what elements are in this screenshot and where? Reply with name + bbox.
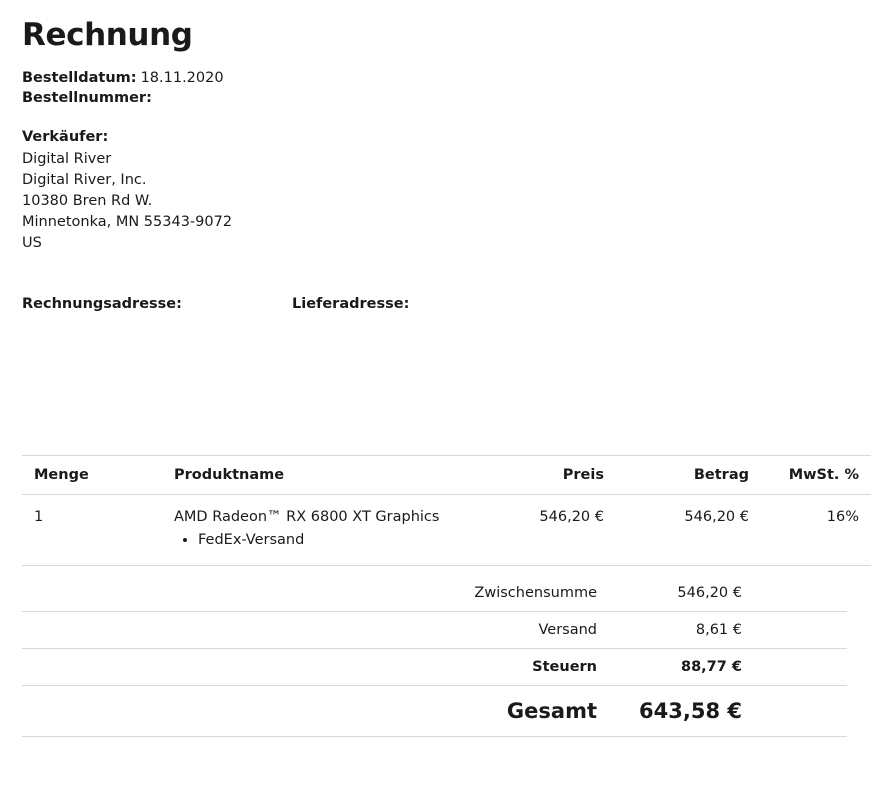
header-price: Preis <box>464 456 604 495</box>
billing-address-body <box>22 314 292 374</box>
header-product: Produktname <box>174 456 464 495</box>
seller-block <box>22 127 866 254</box>
totals-spacer <box>22 649 452 686</box>
cell-price: 546,20 € <box>464 495 604 566</box>
shipping-address-heading: Lieferadresse: <box>292 296 410 313</box>
totals-row-shipping <box>22 612 847 649</box>
billing-address-heading: Rechnungsadresse: <box>22 296 182 313</box>
addresses-section <box>22 294 866 374</box>
shipping-address-body <box>292 314 562 374</box>
line-items-body <box>22 495 871 566</box>
page-title: Rechnung <box>22 17 193 53</box>
totals-row-grand-total <box>22 686 847 737</box>
totals-body <box>22 566 847 737</box>
totals-label-tax: Steuern <box>452 649 597 686</box>
totals-value-tax: 88,77 € <box>597 649 742 686</box>
product-name: AMD Radeon™ RX 6800 XT Graphics <box>174 509 440 526</box>
totals-spacer <box>22 686 452 737</box>
totals-value-subtotal: 546,20 € <box>597 566 742 612</box>
totals-value-grand-total: 643,58 € <box>597 686 742 737</box>
product-sub-items <box>174 530 464 551</box>
order-number-line <box>22 88 866 108</box>
totals-pad <box>742 649 847 686</box>
totals-spacer <box>22 612 452 649</box>
totals-pad <box>742 566 847 612</box>
line-items-header <box>22 456 871 495</box>
cell-amount: 546,20 € <box>604 495 749 566</box>
totals-table <box>22 566 847 737</box>
shipping-address-block <box>292 294 562 374</box>
totals-row-tax <box>22 649 847 686</box>
totals-label-grand-total: Gesamt <box>452 686 597 737</box>
cell-quantity: 1 <box>22 495 174 566</box>
cell-product <box>174 495 464 566</box>
order-date-label: Bestelldatum: <box>22 70 137 87</box>
order-date-value: 18.11.2020 <box>140 70 224 87</box>
totals-pad <box>742 612 847 649</box>
order-date-line <box>22 68 866 88</box>
seller-line-2: Digital River, Inc. <box>22 172 147 189</box>
header-quantity: Menge <box>22 456 174 495</box>
seller-line-1: Digital River <box>22 151 112 168</box>
header-vat: MwSt. % <box>749 456 871 495</box>
totals-row-subtotal <box>22 566 847 612</box>
totals-label-subtotal: Zwischensumme <box>452 566 597 612</box>
header-amount: Betrag <box>604 456 749 495</box>
table-header-row <box>22 456 871 495</box>
cell-vat: 16% <box>749 495 871 566</box>
list-item: • FedEx-Versand <box>198 530 464 551</box>
order-number-value <box>152 90 156 106</box>
totals-label-shipping: Versand <box>452 612 597 649</box>
totals-value-shipping: 8,61 € <box>597 612 742 649</box>
seller-heading: Verkäufer: <box>22 129 109 146</box>
seller-line-4: Minnetonka, MN 55343-9072 <box>22 214 233 231</box>
totals-spacer <box>22 566 452 612</box>
seller-line-5: US <box>22 235 42 252</box>
billing-address-block <box>22 294 292 374</box>
line-items-table <box>22 455 871 566</box>
table-row <box>22 495 871 566</box>
seller-line-3: 10380 Bren Rd W. <box>22 193 153 210</box>
totals-pad <box>742 686 847 737</box>
order-number-label: Bestellnummer: <box>22 90 152 107</box>
